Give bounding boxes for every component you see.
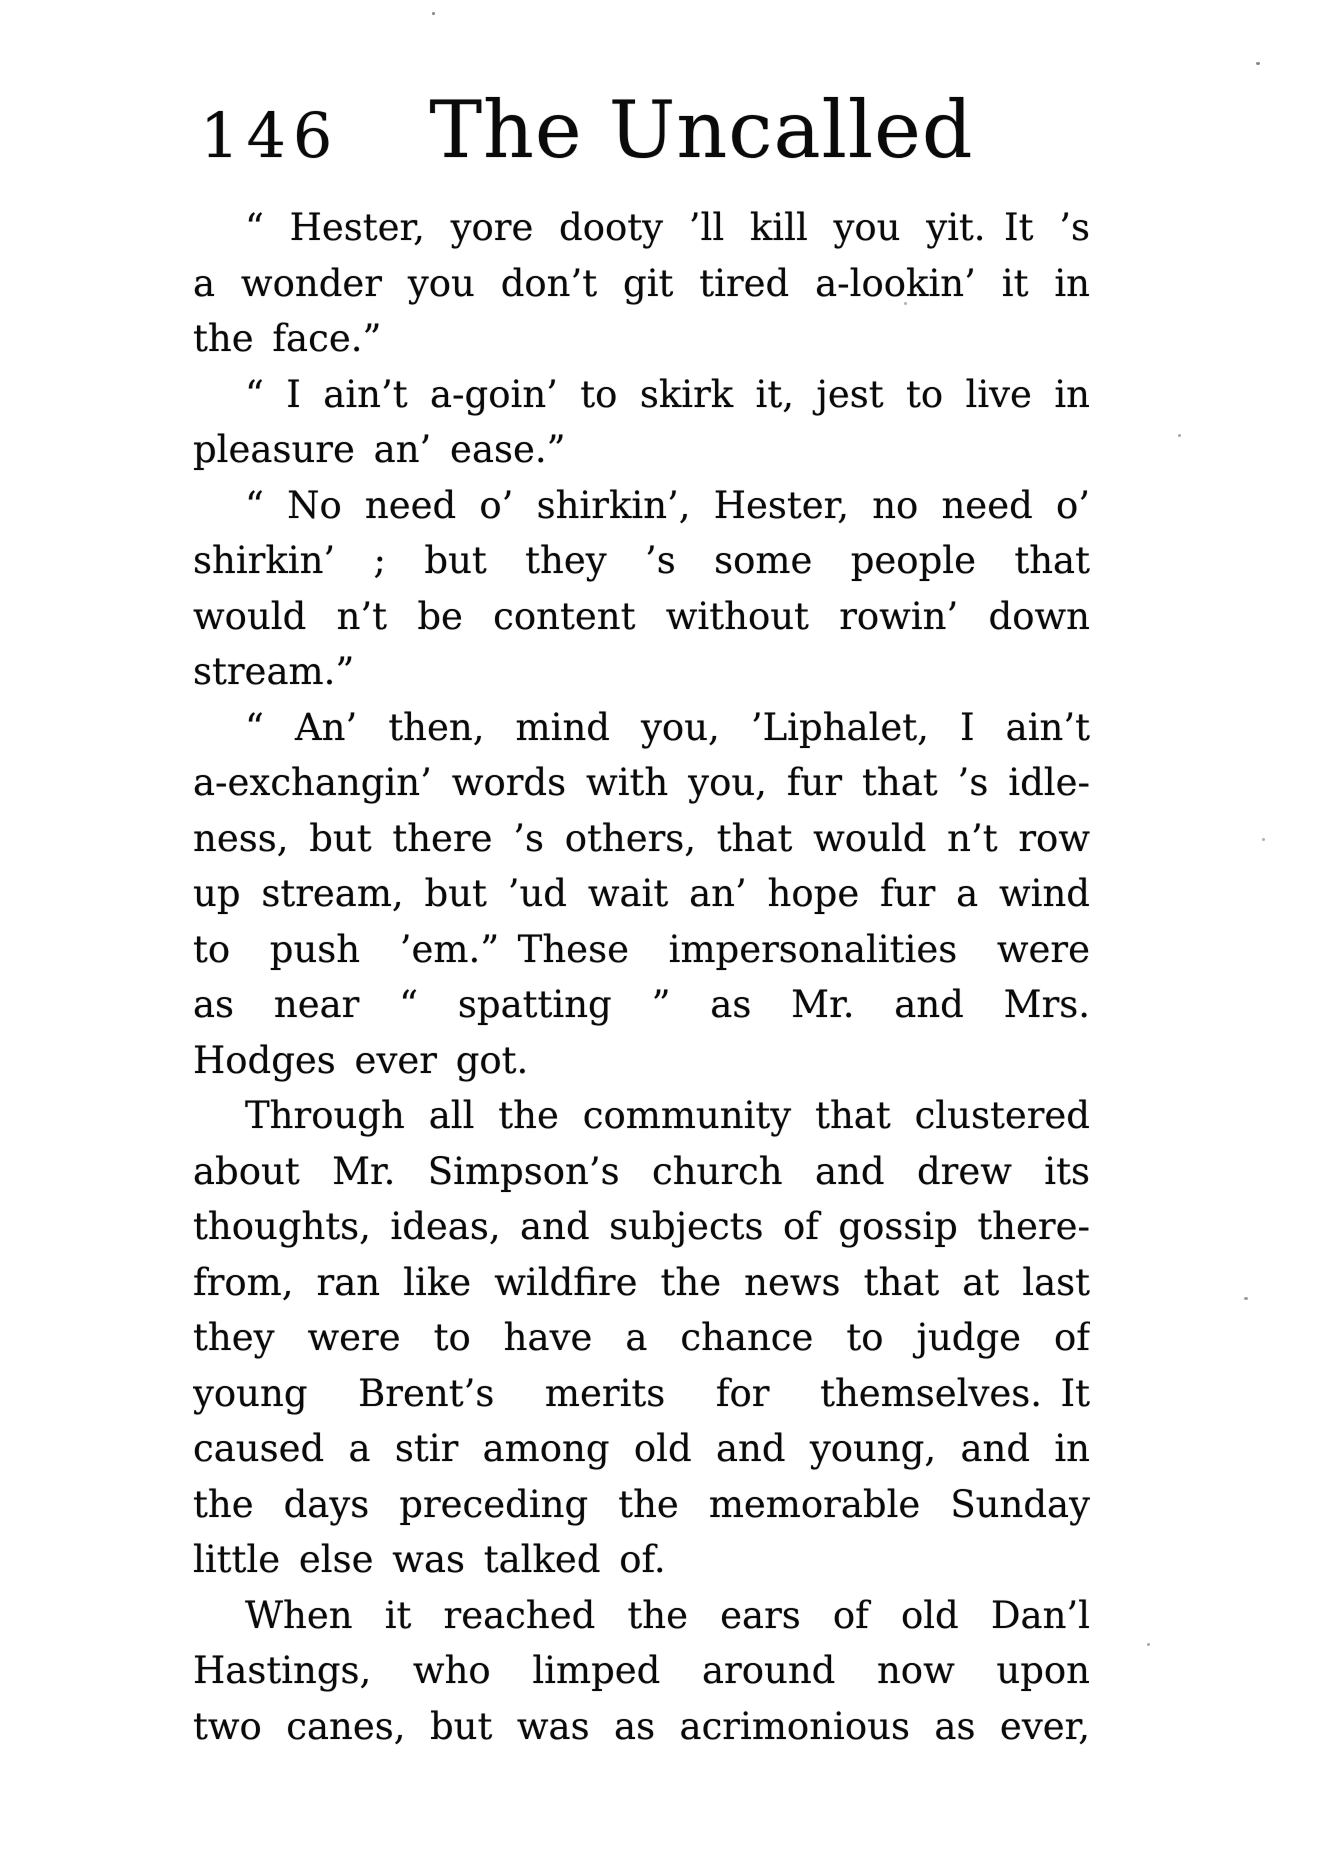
text-line: young Brent’s merits for themselves. It xyxy=(193,1371,1090,1415)
text-line: Hastings, who limped around now upon xyxy=(193,1649,1090,1692)
text-line: Hodges ever got. xyxy=(193,1038,529,1082)
text-line: “ Hester, yore dooty ’ll kill you yit. It ’s xyxy=(245,206,1090,249)
text-line: shirkin’ ; but they ’s some people that xyxy=(193,539,1090,582)
text-line: little else was talked of. xyxy=(193,1538,666,1581)
text-line: thoughts, ideas, and subjects of gossip there- xyxy=(193,1205,1090,1248)
text-line: a wonder you don’t git tired a-lookin’ it in xyxy=(193,261,1090,305)
text-line: to push ’em.” These impersonalities were xyxy=(193,927,1090,971)
text-line: about Mr. Simpson’s church and drew its xyxy=(193,1149,1090,1193)
text-line: up stream, but ’ud wait an’ hope fur a wind xyxy=(193,872,1090,915)
page-number: 146 xyxy=(200,99,340,172)
text-line: caused a stir among old and young, and in xyxy=(193,1427,1090,1470)
page-text xyxy=(193,200,1090,1754)
page-header xyxy=(200,84,973,176)
scan-speck xyxy=(432,12,435,15)
text-line: “ An’ then, mind you, ’Liphalet, I ain’t xyxy=(245,705,1090,749)
text-line: ness, but there ’s others, that would n’t row xyxy=(193,816,1090,860)
text-line: two canes, but was as acrimonious as ever, xyxy=(193,1704,1090,1748)
text-line: Through all the community that clustered xyxy=(245,1094,1090,1137)
text-line: “ No need o’ shirkin’, Hester, no need o’ xyxy=(245,483,1090,527)
running-title: The Uncalled xyxy=(429,84,974,176)
text-line: from, ran like wildfire the news that at last xyxy=(193,1260,1090,1304)
text-line: as near “ spatting ” as Mr. and Mrs. xyxy=(193,983,1090,1026)
text-line: would n’t be content without rowin’ down xyxy=(193,594,1090,638)
text-line: When it reached the ears of old Dan’l xyxy=(245,1593,1090,1637)
scan-speck xyxy=(1244,1297,1248,1300)
text-line: the days preceding the memorable Sunday xyxy=(193,1482,1090,1526)
scan-speck xyxy=(1256,62,1260,65)
scan-speck xyxy=(1147,1643,1150,1646)
text-line: they were to have a chance to judge of xyxy=(193,1316,1090,1359)
scan-speck xyxy=(1262,838,1265,841)
text-line: pleasure an’ ease.” xyxy=(193,428,566,471)
scan-speck xyxy=(904,302,907,305)
text-line: “ I ain’t a-goin’ to skirk it, jest to live in xyxy=(245,372,1090,416)
text-line: the face.” xyxy=(193,317,382,360)
text-line: a-exchangin’ words with you, fur that ’s idle- xyxy=(193,761,1090,804)
text-line: stream.” xyxy=(193,650,355,693)
scan-speck xyxy=(1178,434,1181,437)
